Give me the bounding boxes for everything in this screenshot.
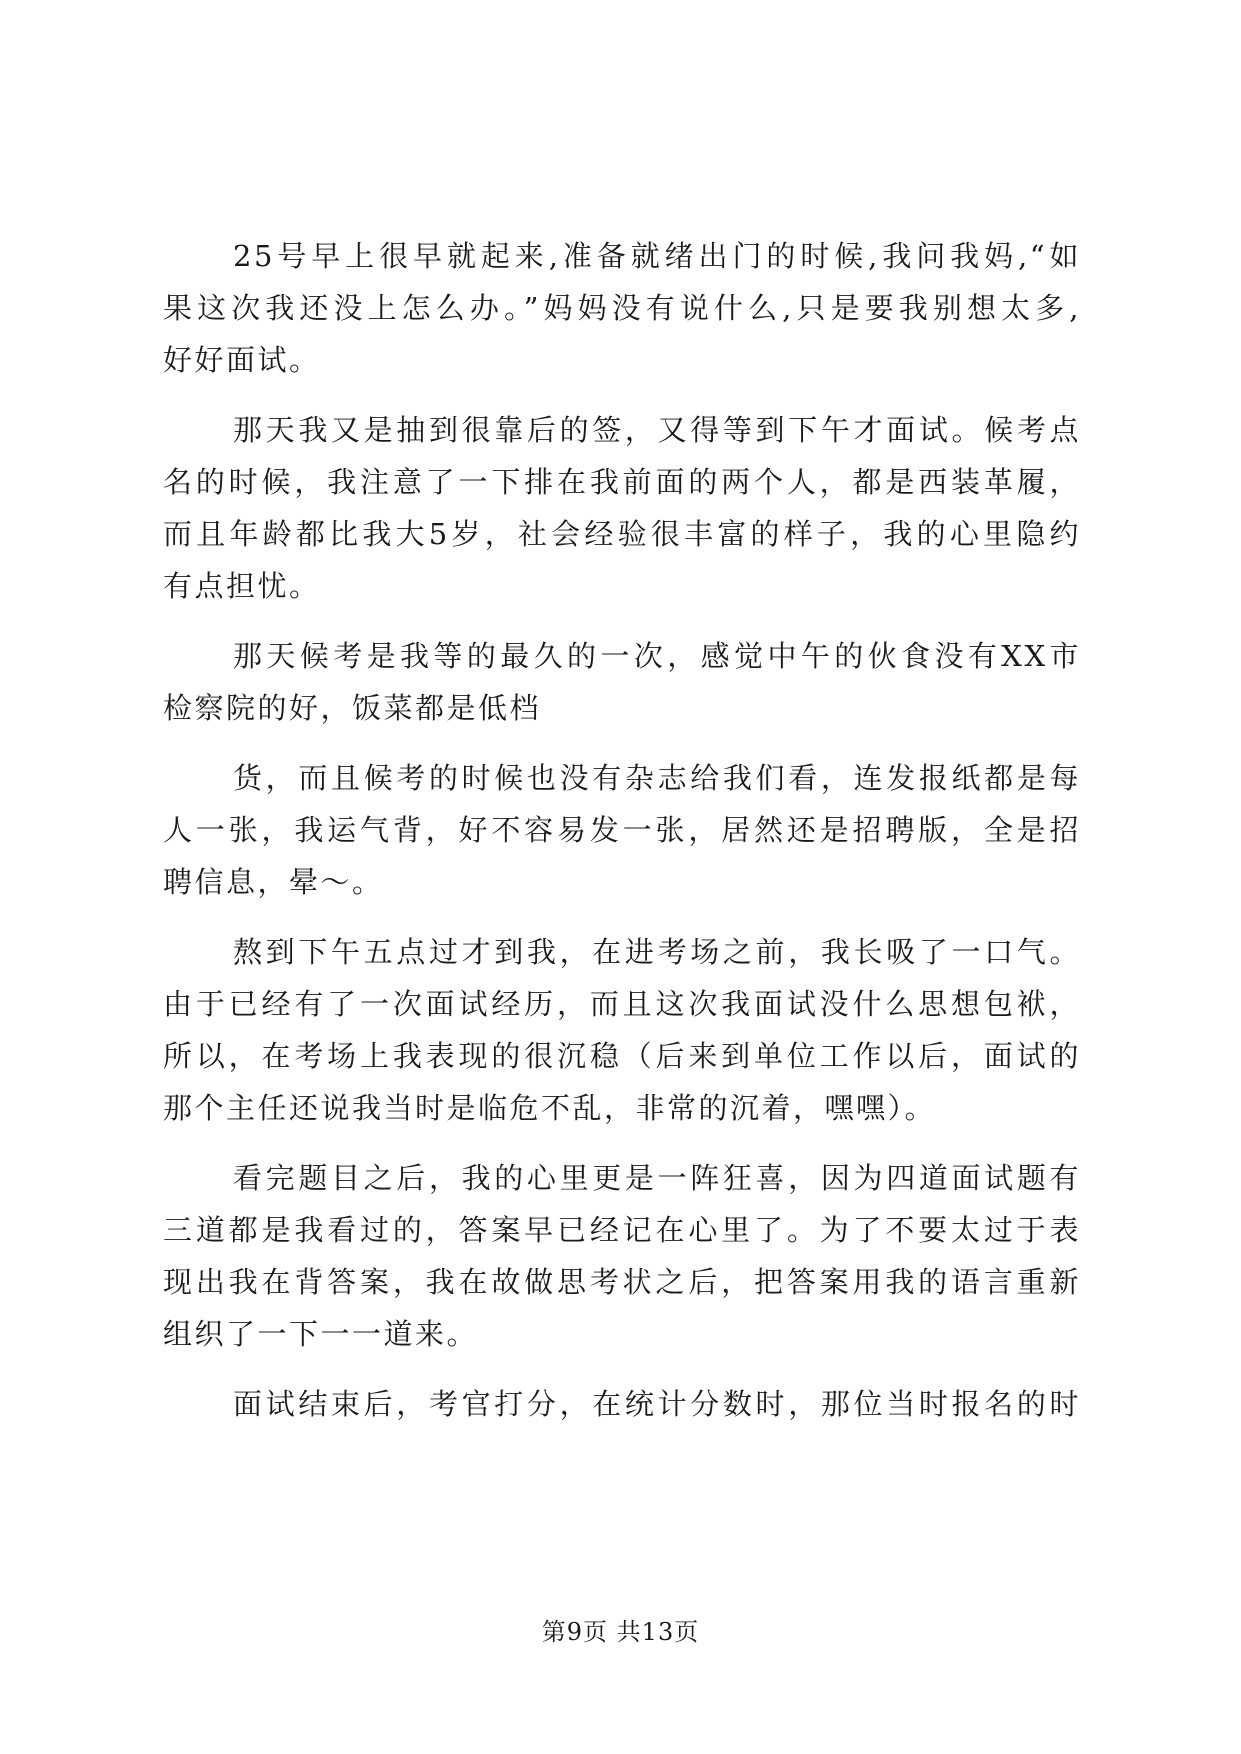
text-line: 面试结束后，考官打分，在统计分数时，那位当时报名的时 (233, 1387, 1081, 1421)
paragraph (163, 1378, 1081, 1430)
text-line: 那天候考是我等的最久的一次，感觉中午的伙食没有XX市 (233, 639, 1081, 673)
paragraph (163, 752, 1081, 908)
paragraph (163, 230, 1081, 386)
text-line: 那天我又是抽到很靠后的签，又得等到下午才面试。候考点 (233, 413, 1081, 447)
document-body (163, 230, 1081, 1430)
text-line: 聘信息，晕～。 (163, 865, 384, 899)
text-line: 名的时候，我注意了一下排在我前面的两个人，都是西装革履， (163, 465, 1081, 499)
text-line: 那个主任还说我当时是临危不乱，非常的沉着，嘿嘿）。 (163, 1091, 937, 1125)
text-line: 三道都是我看过的，答案早已经记在心里了。为了不要太过于表 (163, 1213, 1081, 1247)
paragraph (163, 1152, 1081, 1360)
page-number: 第9页 共13页 (541, 1618, 700, 1646)
text-line: 人一张，我运气背，好不容易发一张，居然还是招聘版，全是招 (163, 813, 1081, 847)
paragraph (163, 404, 1081, 612)
text-line: 熬到下午五点过才到我，在进考场之前，我长吸了一口气。 (233, 935, 1081, 969)
text-line: 25号早上很早就起来,准备就绪出门的时候,我问我妈,“如 (233, 239, 1081, 273)
text-line: 看完题目之后，我的心里更是一阵狂喜，因为四道面试题有 (233, 1161, 1081, 1195)
text-line: 检察院的好，饭菜都是低档 (163, 691, 542, 725)
text-line: 所以，在考场上我表现的很沉稳（后来到单位工作以后，面试的 (163, 1039, 1081, 1073)
paragraph (163, 630, 1081, 734)
text-line: 而且年龄都比我大5岁，社会经验很丰富的样子，我的心里隐约 (163, 517, 1081, 551)
text-line: 有点担忧。 (163, 569, 321, 603)
text-line: 由于已经有了一次面试经历，而且这次我面试没什么思想包袱， (163, 987, 1081, 1021)
text-line: 现出我在背答案，我在故做思考状之后，把答案用我的语言重新 (163, 1265, 1081, 1299)
text-line: 果这次我还没上怎么办。”妈妈没有说什么,只是要我别想太多, (163, 291, 1081, 325)
text-line: 组织了一下一一道来。 (163, 1317, 479, 1351)
page-footer (0, 1612, 1241, 1647)
text-line: 货，而且候考的时候也没有杂志给我们看，连发报纸都是每 (233, 761, 1081, 795)
paragraph (163, 926, 1081, 1134)
text-line: 好好面试。 (163, 343, 321, 377)
